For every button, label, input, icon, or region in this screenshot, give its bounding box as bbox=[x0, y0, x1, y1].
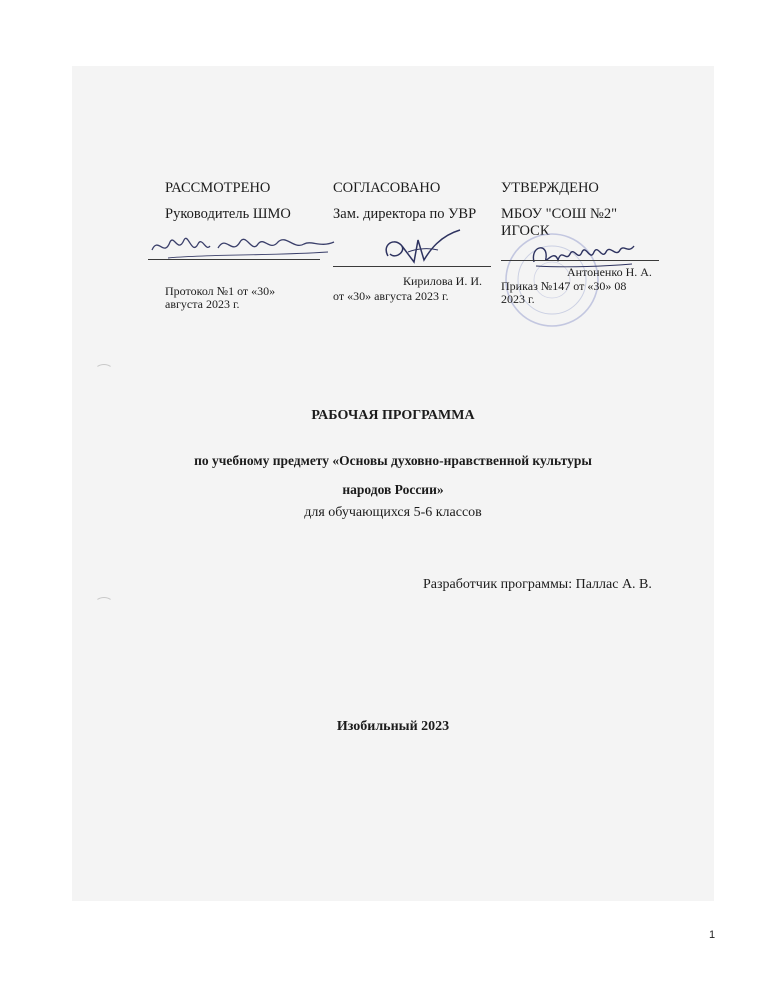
agreer-date: от «30» августа 2023 г. bbox=[333, 289, 449, 303]
approval-heading-reviewed: РАССМОТРЕНО bbox=[165, 180, 271, 196]
agreer-name: Кирилова И. И. bbox=[403, 274, 483, 288]
subject-line1: по учебному предмету «Основы духовно-нравственной культуры bbox=[194, 453, 592, 468]
approver-order-line2: 2023 г. bbox=[501, 292, 535, 306]
program-developer: Разработчик программы: Паллас А. В. bbox=[423, 577, 652, 592]
document-title: РАБОЧАЯ ПРОГРАММА bbox=[311, 408, 475, 423]
signature-line-agreer bbox=[333, 266, 491, 267]
subject-line2: народов России» bbox=[342, 482, 444, 497]
page-number: 1 bbox=[709, 929, 716, 941]
agreer-role: Зам. директора по УВР bbox=[333, 206, 477, 222]
approver-order-line1: Приказ №147 от «30» 08 bbox=[501, 279, 627, 293]
signature-line-reviewer bbox=[148, 259, 320, 260]
place-year: Изобильный 2023 bbox=[336, 719, 450, 734]
approver-org-line1: МБОУ "СОШ №2" bbox=[501, 206, 617, 222]
approval-heading-agreed: СОГЛАСОВАНО bbox=[333, 180, 441, 196]
approver-name: Антоненко Н. А. bbox=[567, 265, 652, 279]
audience: для обучающихся 5-6 классов bbox=[304, 505, 482, 520]
signature-line-approver bbox=[501, 260, 659, 261]
approver-org-line2: ИГОСК bbox=[501, 223, 550, 239]
reviewer-protocol-line1: Протокол №1 от «30» bbox=[165, 284, 276, 298]
approval-heading-approved: УТВЕРЖДЕНО bbox=[501, 180, 599, 196]
reviewer-role: Руководитель ШМО bbox=[165, 206, 291, 222]
punch-hole-top bbox=[95, 364, 113, 376]
reviewer-protocol-line2: августа 2023 г. bbox=[165, 297, 240, 311]
signature-agreer bbox=[378, 226, 468, 270]
punch-hole-bottom bbox=[95, 597, 113, 609]
